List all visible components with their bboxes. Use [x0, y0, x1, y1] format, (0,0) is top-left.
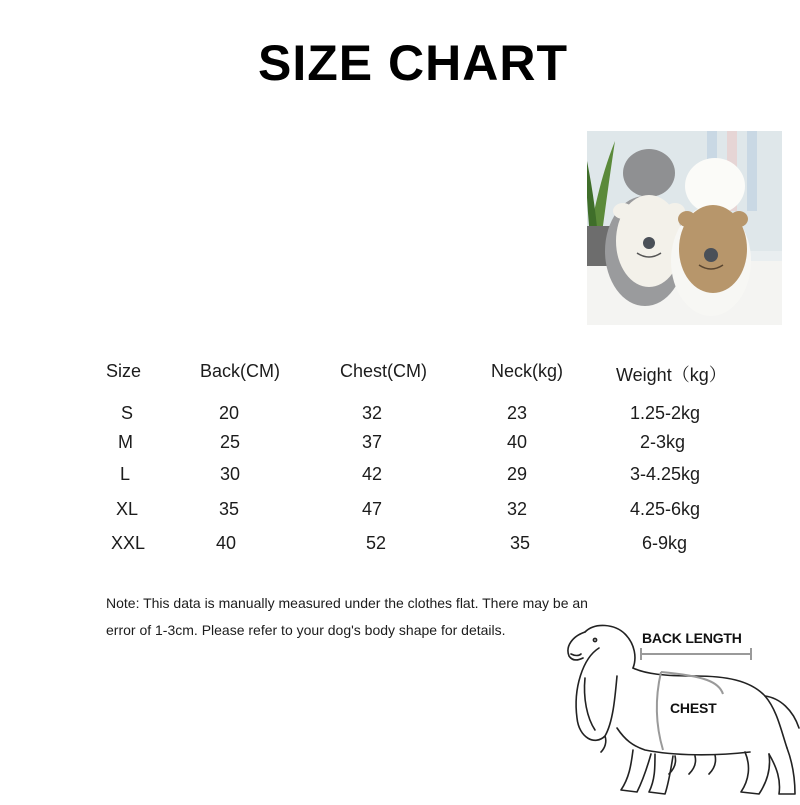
table-cell: 52: [366, 533, 387, 553]
note-line-2: error of 1-3cm. Please refer to your dog's body shape for details.: [106, 622, 506, 638]
table-cell: 25: [220, 432, 241, 452]
table-cell: 1.25-2kg: [630, 403, 701, 423]
note-line-1: Note: This data is manually measured under the clothes flat. There may be an: [106, 595, 588, 611]
chest-label: CHEST: [670, 700, 717, 716]
back-length-label: BACK LENGTH: [642, 630, 742, 646]
table-cell: 32: [362, 403, 383, 423]
table-cell: 47: [362, 499, 383, 519]
table-cell: 20: [219, 403, 240, 423]
measurement-diagram: [555, 618, 800, 800]
table-cell: 40: [507, 432, 528, 452]
table-cell: 40: [216, 533, 237, 553]
page-title: SIZE CHART: [258, 35, 568, 91]
table-cell: 2-3kg: [640, 432, 686, 452]
table-cell: XXL: [111, 533, 146, 553]
table-cell: L: [120, 464, 131, 484]
table-cell: 30: [220, 464, 241, 484]
table-cell: 35: [219, 499, 240, 519]
table-cell: 23: [507, 403, 528, 423]
table-cell: S: [121, 403, 134, 423]
header-neck: Neck(kg): [491, 361, 564, 381]
table-cell: 3-4.25kg: [630, 464, 701, 484]
header-chest: Chest(CM): [340, 361, 428, 381]
table-cell: M: [118, 432, 133, 452]
table-cell: 4.25-6kg: [630, 499, 701, 519]
table-cell: XL: [116, 499, 139, 519]
table-cell: 42: [362, 464, 383, 484]
table-cell: 35: [510, 533, 531, 553]
table-cell: 6-9kg: [642, 533, 688, 553]
header-weight: Weight（kg）: [616, 365, 727, 385]
table-cell: 29: [507, 464, 528, 484]
table-cell: 32: [507, 499, 528, 519]
header-size: Size: [106, 361, 142, 381]
header-back: Back(CM): [200, 361, 280, 381]
table-cell: 37: [362, 432, 383, 452]
